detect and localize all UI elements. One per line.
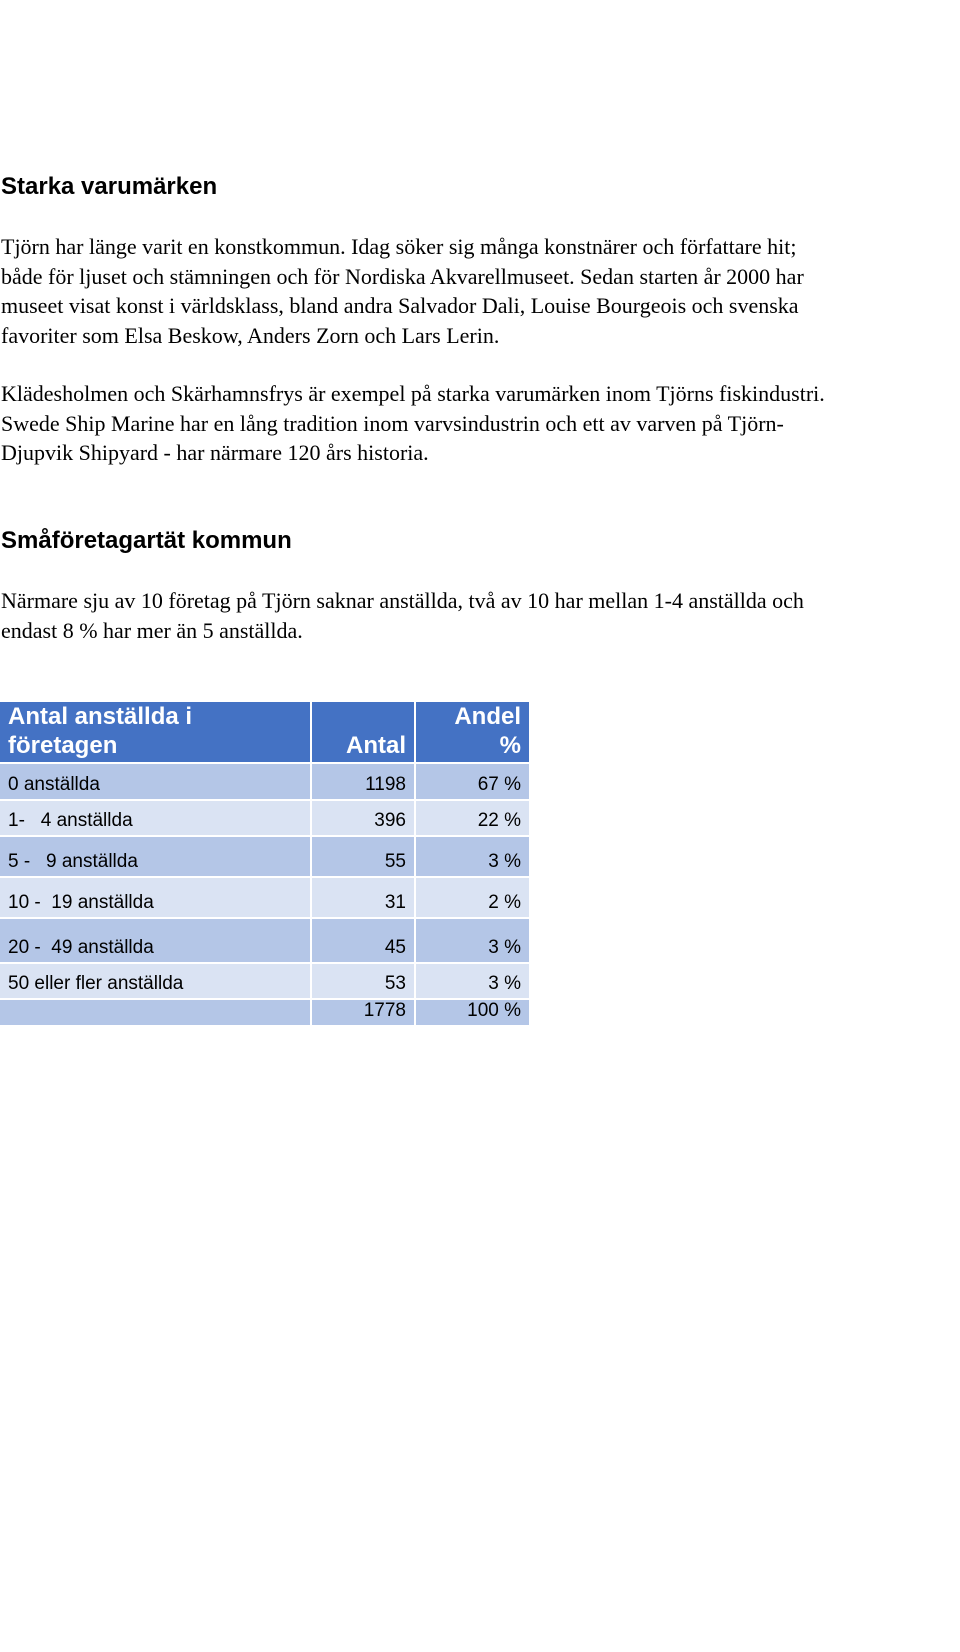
total-label xyxy=(0,999,311,1026)
header-employees xyxy=(0,702,311,763)
header-employees-line1: Antal anställda i xyxy=(8,703,193,730)
paragraph-line: endast 8 % har mer än 5 anställda. xyxy=(1,617,303,643)
table-row xyxy=(0,963,529,999)
row-share: 2 % xyxy=(415,877,529,918)
row-count: 1198 xyxy=(311,763,415,800)
row-count: 31 xyxy=(311,877,415,918)
paragraph-art-municipality xyxy=(1,232,956,350)
section-heading-strong-brands: Starka varumärken xyxy=(1,173,218,200)
table-row xyxy=(0,800,529,836)
paragraph-line: Tjörn har länge varit en konstkommun. Idag söker sig många konstnärer och författare hit; xyxy=(1,234,797,259)
paragraph-fishing-industry xyxy=(1,379,956,468)
header-share xyxy=(415,702,529,763)
row-share: 3 % xyxy=(415,918,529,963)
header-count: Antal xyxy=(311,702,415,763)
paragraph-line: Klädesholmen och Skärhamnsfrys är exempel på starka varumärken inom Tjörns fiskindustri. xyxy=(1,381,825,406)
header-share-line2: % xyxy=(499,732,521,759)
table-header-row xyxy=(0,702,529,763)
paragraph-line: Närmare sju av 10 företag på Tjörn saknar anställda, två av 10 har mellan 1-4 anställda och xyxy=(1,588,804,613)
paragraph-business-stats xyxy=(1,586,956,645)
header-share-line1: Andel xyxy=(454,703,521,730)
row-label: 0 anställda xyxy=(0,763,311,800)
row-count: 45 xyxy=(311,918,415,963)
row-share: 22 % xyxy=(415,800,529,836)
total-count: 1778 xyxy=(311,999,415,1026)
section-heading-small-business: Småföretagartät kommun xyxy=(1,527,292,554)
table-row xyxy=(0,836,529,877)
table-row xyxy=(0,877,529,918)
row-share: 3 % xyxy=(415,836,529,877)
paragraph-line: favoriter som Elsa Beskow, Anders Zorn och Lars Lerin. xyxy=(1,322,500,348)
employees-table xyxy=(0,702,529,1027)
row-label: 50 eller fler anställda xyxy=(0,963,311,999)
table-row xyxy=(0,763,529,800)
paragraph-line: Swede Ship Marine har en lång tradition inom varvsindustrin och ett av varven på Tjörn- xyxy=(1,410,784,436)
row-label: 20 - 49 anställda xyxy=(0,918,311,963)
table-total-row xyxy=(0,999,529,1026)
paragraph-line: museet visat konst i världsklass, bland andra Salvador Dali, Louise Bourgeois och svenska xyxy=(1,293,799,318)
row-label: 5 - 9 anställda xyxy=(0,836,311,877)
paragraph-line: Djupvik Shipyard - har närmare 120 års historia. xyxy=(1,440,429,465)
table-row xyxy=(0,918,529,963)
row-count: 396 xyxy=(311,800,415,836)
paragraph-line: både för ljuset och stämningen och för Nordiska Akvarellmuseet. Sedan starten år 2000 har xyxy=(1,263,804,289)
row-count: 55 xyxy=(311,836,415,877)
row-count: 53 xyxy=(311,963,415,999)
row-share: 67 % xyxy=(415,763,529,800)
header-employees-line2: företagen xyxy=(8,732,118,759)
row-share: 3 % xyxy=(415,963,529,999)
row-label: 1- 4 anställda xyxy=(0,800,311,836)
total-share: 100 % xyxy=(415,999,529,1026)
row-label: 10 - 19 anställda xyxy=(0,877,311,918)
